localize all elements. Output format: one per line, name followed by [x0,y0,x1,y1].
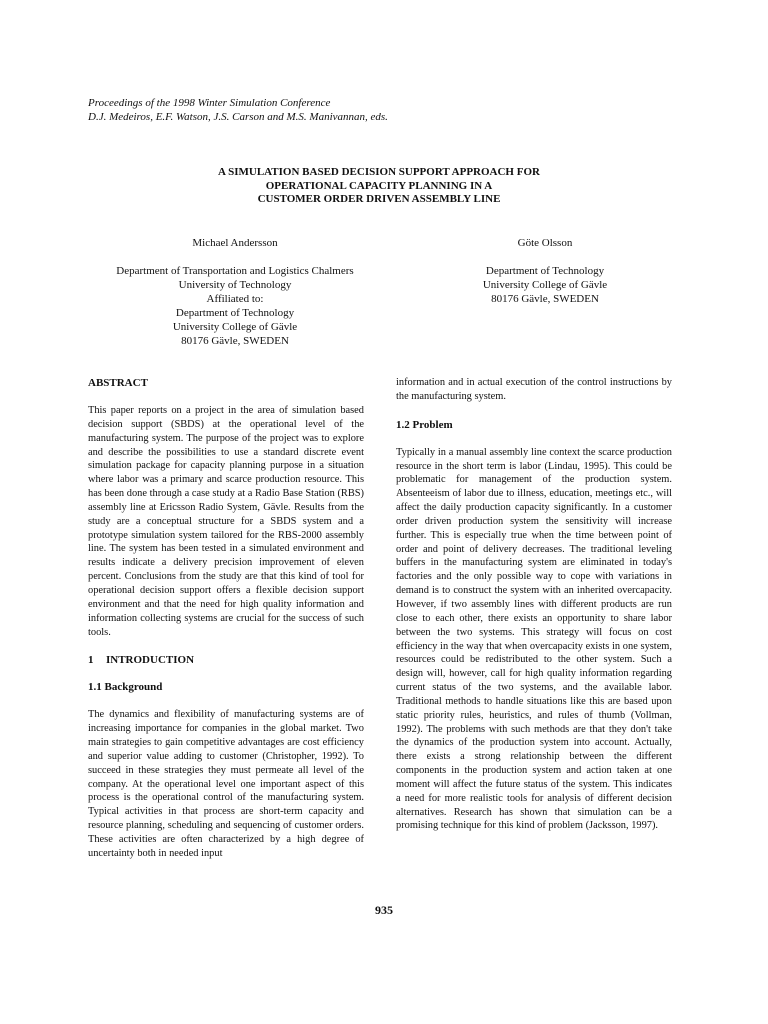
editors-line: D.J. Medeiros, E.F. Watson, J.S. Carson and M.S. Manivannan, eds. [88,111,388,123]
title-line-3: CUSTOMER ORDER DRIVEN ASSEMBLY LINE [257,193,501,205]
right-column [396,376,672,833]
author-affiliation [92,264,378,348]
author-name: Göte Olsson [517,237,573,249]
page-number: 935 [375,903,393,917]
author-block-left [92,236,378,348]
continued-text: information and in actual execution of the control instructions by the manufacturing system. [396,377,672,402]
affiliation-line: Department of Technology [175,307,295,319]
author-name: Michael Andersson [192,237,278,249]
author-affiliation [450,264,640,306]
abstract-heading: ABSTRACT [88,377,148,389]
affiliation-line: University College of Gävle [172,321,298,333]
abstract-text: This paper reports on a project in the area of simulation based decision support (SBDS) at the operational level of the manufacturing system. The purpose of the project was to explore and describe the possibilities to use a standard discrete event simulation package for capacity planning purpose in a situation where labor was a primary and scarce production resource. This has been done through a case study at a Radio Base Station (RBS) assembly line at Ericsson Radio System, Gävle. Results from the study are a conceptual structure for a SBDS system and a prototype simulation system tailored for the RBS-2000 assembly line. The system has been tested in a simulated environment and results indicate a delivery precision improvement of eleven percent. Conclusions from the study are that this kind of tool for operational decision support offers a flexible decision support environment and that the need for high quality information and information collecting systems are crucial for the success of such tools. [88,405,364,638]
problem-text: Typically in a manual assembly line context the scarce production resource in the short term is labor (Lindau, 1995). This could be problematic for management of the production system. Absenteeism of labor due to illness, education, meetings etc., will affect the daily production capacity significantly. In a customer order driven production system the sensitivity will increase further. This is especially true when the time between point of order and point of delivery decreases. The traditional leveling buffers in the manufacturing system are eliminated in today's factories and the only possible way to cope with variations in demand is to construct the system with an inherited overcapacity. However, if two assembly lines with different products are run close to each other, there exists an opportunity to share labor between the two systems. This strategy will focus on cost efficiency in the way that when overcapacity exists in one system, resources could be redistributed to the other system. Such a design will, however, call for high quality information regarding current status of the two systems, and the available labor. Traditional methods to handle situations like this are based upon static priority rules, heuristics, and rules of thumb (Vollman, 1992). The problems with such methods are that they don't take the dynamics of the production system into account. Actually, there exists a strong relationship between the different components in the production system and action taken at one moment will affect the future status of the system. This indicates a need for more realistic tools for analysis of different decision alternatives. Research has shown that simulation can be a promising technique for this kind of problem (Jacksson, 1997). [396,446,672,832]
affiliation-line: Department of Technology [485,265,605,277]
proceedings-line: Proceedings of the 1998 Winter Simulation Conference [88,97,331,109]
title-line-1: A SIMULATION BASED DECISION SUPPORT APPROACH FOR [218,166,540,178]
introduction-heading [88,653,364,667]
section-number: 1 [88,654,94,667]
paper-title [140,166,618,207]
problem-heading: 1.2 Problem [396,418,453,431]
affiliation-line: University of Technology [178,279,292,291]
background-text: The dynamics and flexibility of manufacturing systems are of increasing importance for companies in the global market. Two main strategies to gain competitive advantages are cost efficiency and superior value adding to customer (Christopher, 1992). To succeed in these strategies they must permeate all level of the company. At the operational level one important aspect of this process is the operational control of the manufacturing system. Typical activities in that process are short-term capacity and resource planning, scheduling and sequencing of customer orders. These activities are often characterized by a high degree of uncertainty both in needed input [88,709,364,859]
proceedings-header [88,96,688,124]
affiliation-line: Department of Transportation and Logistics Chalmers [116,265,354,277]
section-title: INTRODUCTION [106,654,195,667]
title-line-2: OPERATIONAL CAPACITY PLANNING IN A [265,179,493,192]
left-column [88,376,364,861]
affiliation-line: 80176 Gävle, SWEDEN [181,335,289,347]
affiliation-line: Affiliated to: [206,293,264,305]
affiliation-line: 80176 Gävle, SWEDEN [491,293,599,305]
affiliation-line: University College of Gävle [482,279,608,291]
background-heading: 1.1 Background [88,681,163,694]
author-block-right [450,236,640,306]
